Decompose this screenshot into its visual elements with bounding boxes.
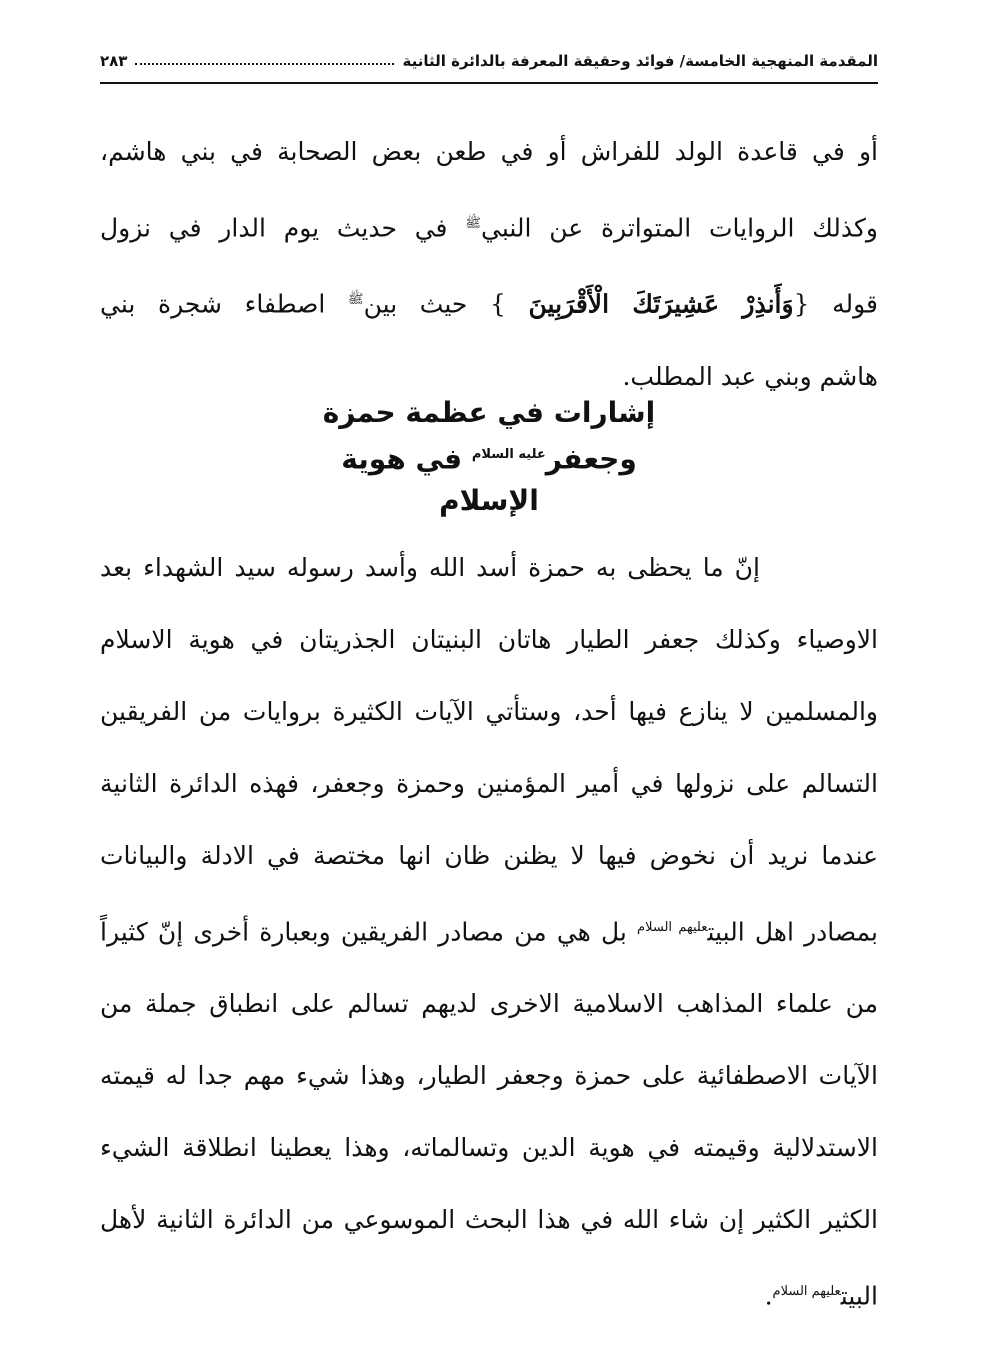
intro-paragraph [100,116,878,413]
intro-line [100,264,878,340]
intro-line [100,188,878,264]
intro-line-text: أو في قاعدة الولد للفراش أو في طعن بعض الصحابة في بني هاشم، [100,137,878,166]
intro-line-text: } حيث بين [363,289,529,319]
dot-leader [135,63,394,65]
heading-text: في هوية [341,442,472,476]
paragraph-segment: بل هي من مصادر الفريقين وبعبارة أخرى إنّ كثيراً من علماء المذاهب الاسلامية الاخرى لديهم تسالم على انطباق جملة من الآيات الاصطفائية على حمزة وجعفر الطيار، وهذا شيء مهم جدا له قيمته الاستدلالية وقيمته في هوية الدين وتسالماته، وهذا يعطينا انطلاقة الشيء الكثير الكثير إن شاء الله في هذا البحث الموسوعي من الدائرة الثانية لأهل البيت [100,917,878,1311]
intro-line-text: قوله { [793,289,878,319]
intro-line-text: هاشم وبني عبد المطلب. [622,361,878,391]
heading-line: إشارات في عظمة حمزة [322,396,656,429]
heading-line [100,434,878,480]
running-header [100,46,878,76]
paragraph-text [100,532,878,1333]
intro-line-text: اصطفاء شجرة بني [100,289,348,319]
heading-line: الإسلام [439,484,539,518]
paragraph-segment: . [764,1281,773,1311]
prophet-honorific: ﷺ [465,216,481,231]
intro-line [100,116,878,188]
page-number: ٢٨٣ [100,52,128,70]
section-heading [100,392,878,522]
intro-line-text: في حديث يوم الدار في نزول [100,213,466,243]
prophet-honorific: ﷺ [347,292,364,308]
ahl-al-bayt-honorific: عليهم السلام [637,920,708,935]
header-rule [100,82,878,84]
imam-honorific: عليه السلام [471,447,546,462]
main-paragraph [100,532,878,1333]
paragraph-segment: إنّ ما يحظى به حمزة أسد الله وأسد رسوله سيد الشهداء بعد الاوصياء وكذلك جعفر الطيار هاتان البنيتان الجذريتان في هوية الاسلام والمسلمين لا ينازع فيها أحد، وستأتي الآيات الكثيرة بروايات من الفريقين التسالم على نزولها في أمير المؤمنين وحمزة وجعفر، فهذه الدائرة الثانية عندما نريد أن نخوض فيها لا يظنن ظان انها مختصة في الادلة والبيانات بمصادر اهل البيت [100,553,878,947]
running-title: المقدمة المنهجية الخامسة/ فوائد وحقيقة المعرفة بالدائرة الثانية [402,52,878,70]
quran-verse: وَأَنذِرْ عَشِيرَتَكَ الْأَقْرَبِينَ [528,289,794,319]
intro-line-text: وكذلك الروايات المتواترة عن النبي [480,213,878,243]
ahl-al-bayt-honorific: عليهم السلام [772,1284,841,1300]
heading-text: وجعفر [545,442,637,476]
